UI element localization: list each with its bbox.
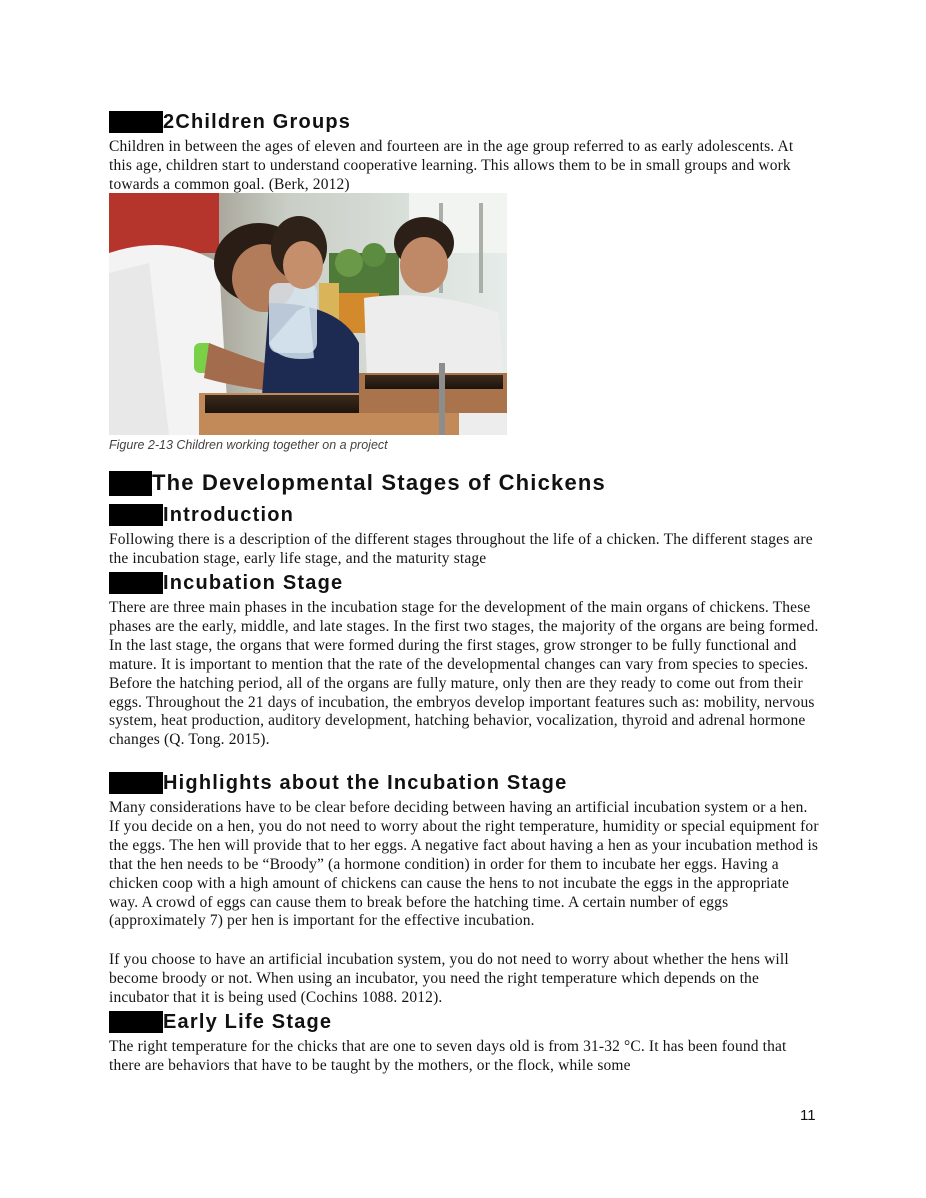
page-number: 11 <box>800 1107 816 1124</box>
introduction-heading-text: Introduction <box>163 503 295 526</box>
incubation-stage-heading-text: Incubation Stage <box>163 571 344 594</box>
figure-caption: Figure 2-13 Children working together on a project <box>109 438 388 452</box>
highlights-heading-text: Highlights about the Incubation Stage <box>163 771 568 794</box>
chapter-heading <box>109 470 606 496</box>
incubation-stage-heading <box>109 571 343 595</box>
introduction-paragraph: Following there is a description of the different stages throughout the life of a chicken. The different stages are the incubation stage, early life stage, and the maturity stage <box>109 531 813 567</box>
highlights-heading <box>109 771 567 795</box>
early-life-paragraph: The right temperature for the chicks that are one to seven days old is from 31-32 °C. It has been found that there are behaviors that have to be taught by the mothers, or the flock, while some <box>109 1038 787 1074</box>
redaction-bar <box>109 1011 163 1033</box>
redaction-bar <box>109 572 163 594</box>
early-life-heading <box>109 1010 332 1034</box>
incubation-stage-paragraph: There are three main phases in the incubation stage for the development of the main organs of chickens. These phases are the early, middle, and late stages. In the first two stages, the majority of the organs are being formed. In the last stage, the organs that were formed during the first stages, grow stronger to be fully functional and mature. It is important to mention that the rate of the developmental changes can vary from species to species. Before the hatching period, all of the organs are fully mature, only then are they ready to come out from their eggs. Throughout the 21 days of incubation, the embryos develop important features such as: mobility, nervous system, heat production, auditory development, hatching behavior, vocalization, thyroid and adrenal hormone changes (Q. Tong. 2015). <box>109 599 819 749</box>
children-groups-paragraph: Children in between the ages of eleven and fourteen are in the age group referred to as early adolescents. At this age, children start to understand cooperative learning. This allows them to be in small groups and work towards a common goal. (Berk, 2012) <box>109 138 794 193</box>
redaction-bar <box>109 471 152 496</box>
children-photo <box>109 193 507 435</box>
children-groups-heading-text: 2Children Groups <box>163 110 352 133</box>
early-life-heading-text: Early Life Stage <box>163 1010 333 1033</box>
introduction-heading <box>109 503 294 527</box>
redaction-bar <box>109 772 163 794</box>
children-groups-heading <box>109 110 351 134</box>
redaction-bar <box>109 111 163 133</box>
redaction-bar <box>109 504 163 526</box>
highlights-paragraph-2: If you choose to have an artificial incubation system, you do not need to worry about whether the hens will become broody or not. When using an incubator, you need the right temperature which depends on the incubator that it is being used (Cochins 1088. 2012). <box>109 951 789 1006</box>
chapter-heading-text: The Developmental Stages of Chickens <box>152 470 606 495</box>
children-photo-illustration <box>109 193 507 435</box>
highlights-paragraph-1: Many considerations have to be clear before deciding between having an artificial incubation system or a hen. If you decide on a hen, you do not need to worry about the right temperature, humidity or special equipment for the eggs. The hen will provide that to her eggs. A negative fact about having a hen as your incubation method is that the hen needs to be “Broody” (a hormone condition) in order for them to incubate her eggs. Having a chicken coop with a high amount of chickens can cause the hens to not incubate the eggs in the appropriate way. A crowd of eggs can cause them to break before the hatching time. A certain number of eggs (approximately 7) per hen is important for the effective incubation. <box>109 799 819 930</box>
